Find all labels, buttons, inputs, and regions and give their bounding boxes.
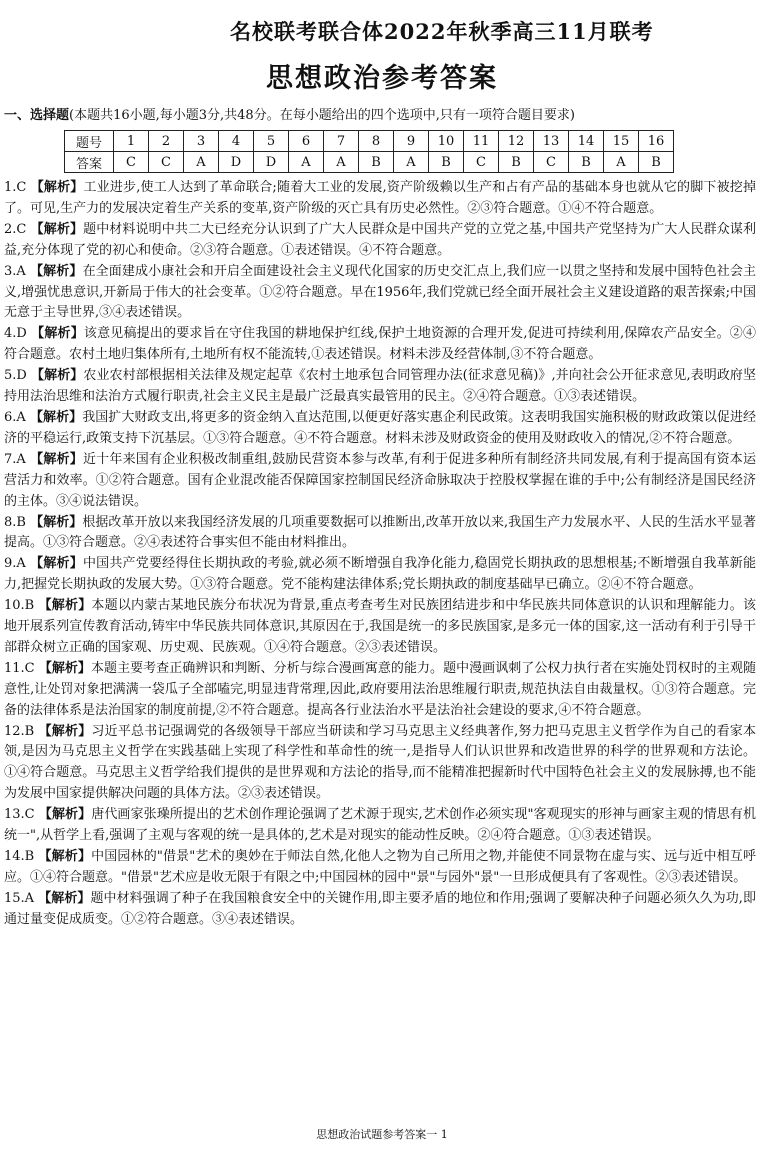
explanation-item [4,596,756,659]
section-instructions: (本题共16小题,每小题3分,共48分。在每小题给出的四个选项中,只有一项符合题目要求) [69,108,575,123]
item-text: 题中材料说明中共二大已经充分认识到了广大人民群众是中国共产党的立党之基,中国共产党坚持为广大人民群众谋利益,充分体现了党的初心和使命。②③符合题意。①表述错误。④不符合题意。 [4,221,756,258]
answer-cell: B [639,152,674,173]
answer-cell: A [604,152,639,173]
answer-cell: B [429,152,464,173]
item-number: 15.A [4,890,35,906]
answer-cell: C [464,152,499,173]
explanation-item [4,659,756,722]
item-text: 中国园林的"借景"艺术的奥妙在于师法自然,化他人之物为自己所用之物,并能使不同景物在虚与实、远与近中相互呼应。①④符合题意。"借景"艺术应是收无限于有限之中;中国园林的园中"景"与园外"景"一旦形成便具有了客观性。②③表述错误。 [4,849,756,885]
analysis-tag: 【解析】 [31,326,84,342]
item-text: 本题主要考查正确辨识和判断、分析与综合漫画寓意的能力。题中漫画讽刺了公权力执行者在实施处罚权时的主观随意性,让处罚对象把满满一袋瓜子全部嗑完,明显违背常理,因此,政府要用法治思维履行职责,规范执法自由裁量权。①③符合题意。完备的法律体系是法治国家的制度前提,②不符合题意。提高各行业法治水平是法治社会建设的要求,④不符合题意。 [4,660,756,718]
item-text: 中国共产党要经得住长期执政的考验,就必须不断增强自我净化能力,稳固党长期执政的思想根基;不断增强自我革新能力,把握党长期执政的发展大势。①③符合题意。党不能构建法律体系;党长期执政的制度基础早已确立。②④不符合题意。 [4,556,756,593]
answer-table-number-row [65,131,674,152]
analysis-tag: 【解析】 [38,849,92,864]
answer-cell: A [184,152,219,173]
question-number-cell: 10 [429,131,464,152]
question-number-cell: 6 [289,131,324,152]
question-number-cell: 2 [149,131,184,152]
question-number-cell: 9 [394,131,429,152]
analysis-tag: 【解析】 [30,556,83,572]
answer-cell: C [114,152,149,173]
section-heading [4,104,760,123]
number-row-label: 题号 [65,131,114,152]
analysis-tag: 【解析】 [30,221,84,237]
item-number: 11.C [4,660,35,676]
analysis-tag: 【解析】 [38,598,92,614]
item-text: 工业进步,使工人达到了革命联合;随着大工业的发展,资产阶级赖以生产和占有产品的基础本身也就从它的脚下被挖掉了。可见,生产力的发展决定着生产关系的变革,资产阶级的灭亡具有历史必然性。②③符合题意。①④不符合题意。 [4,180,756,216]
question-number-cell: 11 [464,131,499,152]
item-number: 4.D [4,326,27,342]
explanation-item [4,889,756,931]
question-number-cell: 3 [184,131,219,152]
analysis-tag: 【解析】 [38,723,92,739]
analysis-tag: 【解析】 [30,180,84,195]
answer-cell: C [149,152,184,173]
item-text: 该意见稿提出的要求旨在守住我国的耕地保护红线,保护土地资源的合理开发,促进可持续利用,保障农产品安全。②④符合题意。农村土地归集体所有,土地所有权不能流转,①表述错误。材料未涉及经营体制,③不符合题意。 [4,326,756,363]
question-number-cell: 4 [219,131,254,152]
question-number-cell: 15 [604,131,639,152]
item-text: 题中材料强调了种子在我国粮食安全中的关键作用,即主要矛盾的地位和作用;强调了要解决种子问题必须久久为功,即通过量变促成质变。①②符合题意。③④表述错误。 [4,890,756,927]
item-number: 2.C [4,221,27,237]
analysis-tag: 【解析】 [29,409,83,425]
page-footer: 思想政治试题参考答案一 1 [316,1128,448,1141]
explanation-item [4,262,756,325]
answer-row-label: 答案 [65,152,114,173]
item-text: 我国扩大财政支出,将更多的资金纳入直达范围,以便更好落实惠企利民政策。这表明我国实施积极的财政政策以促进经济的平稳运行,政策支持下沉基层。①③符合题意。④不符合题意。材料未涉及财政资金的使用及财政收入的情况,②不符合题意。 [4,409,756,446]
question-number-cell: 12 [499,131,534,152]
explanation-item [4,554,756,596]
item-number: 12.B [4,723,35,739]
explanation-item [4,366,756,408]
item-number: 5.D [4,368,27,384]
answer-table [64,130,674,173]
analysis-tag: 【解析】 [30,263,83,279]
question-number-cell: 16 [639,131,674,152]
explanation-item [4,450,756,513]
item-number: 8.B [4,514,26,530]
question-number-cell: 1 [114,131,149,152]
answer-cell: D [219,152,254,173]
answer-cell: A [324,152,359,173]
item-number: 7.A [4,451,26,467]
question-number-cell: 14 [569,131,604,152]
item-text: 根据改革开放以来我国经济发展的几项重要数据可以推断出,改革开放以来,我国生产力发展水平、人民的生活水平显著提高。①③符合题意。②④表述符合事实但不能由材料推出。 [4,514,756,551]
item-number: 1.C [4,180,27,195]
item-number: 14.B [4,849,35,864]
question-number-cell: 8 [359,131,394,152]
answer-cell: A [289,152,324,173]
analysis-tag: 【解析】 [38,807,92,823]
analysis-tag: 【解析】 [38,890,91,906]
analysis-tag: 【解析】 [30,514,83,530]
item-number: 9.A [4,556,26,572]
item-number: 13.C [4,807,35,823]
explanation-item [4,220,756,262]
analysis-tag: 【解析】 [30,451,83,467]
answer-cell: B [499,152,534,173]
item-text: 本题以内蒙古某地民族分布状况为背景,重点考查考生对民族团结进步和中华民族共同体意识的认识和理解能力。该地开展系列宣传教育活动,铸牢中华民族共同体意识,其原因在于,我国是统一的多民族国家,是多元一体的国家,这一活动有利于引导干部群众树立正确的国家观、历史观、民族观。①④符合题意。②③表述错误。 [4,598,756,655]
answer-cell: B [569,152,604,173]
item-text: 近十年来国有企业积极改制重组,鼓励民营资本参与改革,有利于促进多种所有制经济共同发展,有利于提高国有资本运营活力和效率。①②符合题意。国有企业混改能否保障国家控制国民经济命脉取决于控股权掌握在谁的手中;公有制经济是国民经济的主体。③④说法错误。 [4,451,756,509]
question-number-cell: 5 [254,131,289,152]
item-number: 10.B [4,598,35,614]
analysis-tag: 【解析】 [38,660,91,676]
explanation-item [4,178,756,220]
answer-cell: A [394,152,429,173]
answer-cell: B [359,152,394,173]
item-text: 唐代画家张璪所提出的艺术创作理论强调了艺术源于现实,艺术创作必须实现"客观现实的形神与画家主观的情思有机统一",从哲学上看,强调了主观与客观的统一是具体的,艺术是对现实的能动性反映。②④符合题意。①③表述错误。 [4,807,756,844]
item-text: 农业农村部根据相关法律及规定起草《农村土地承包合同管理办法(征求意见稿)》,并向社会公开征求意见,表明政府坚持用法治思维和法治方式履行职责,社会主义民主是最广泛最真实最管用的民主。②④符合题意。①③表述错误。 [4,368,756,405]
explanation-item [4,722,756,806]
item-number: 6.A [4,409,26,425]
answer-cell: C [534,152,569,173]
explanation-item [4,805,756,847]
section-label: 一、选择题 [4,108,70,123]
explanation-item [4,324,756,366]
answer-table-answer-row [65,152,674,173]
explanation-item [4,513,756,555]
analysis-tag: 【解析】 [31,368,84,384]
document-title: 思想政治参考答案 [266,63,498,94]
question-number-cell: 7 [324,131,359,152]
item-number: 3.A [4,263,26,279]
explanation-item [4,408,756,450]
item-text: 习近平总书记强调党的各级领导干部应当研读和学习马克思主义经典著作,努力把马克思主义哲学作为自己的看家本领,是因为马克思主义哲学在实践基础上实现了科学性和革命性的统一,是指导人们认识世界和改造世界的科学的世界观和方法论。①④符合题意。马克思主义哲学给我们提供的是世界观和方法论的指导,而不能精准把握新时代中国特色社会主义的发展脉搏,也不能为发展中国家提供解决问题的具体方法。②③表述错误。 [4,723,756,802]
question-number-cell: 13 [534,131,569,152]
item-text: 在全面建成小康社会和开启全面建设社会主义现代化国家的历史交汇点上,我们应一以贯之坚持和发展中国特色社会主义,增强忧患意识,开新局于伟大的社会变革。①②符合题意。早在1956年,我们党就已经全面开展社会主义建设道路的艰苦探索;中国无意于主导世界,③④表述错误。 [4,263,756,321]
explanation-item [4,847,756,889]
answer-cell: D [254,152,289,173]
explanation-list [4,178,756,931]
exam-header-title: 名校联考联合体2022年秋季高三11月联考 [230,19,654,44]
